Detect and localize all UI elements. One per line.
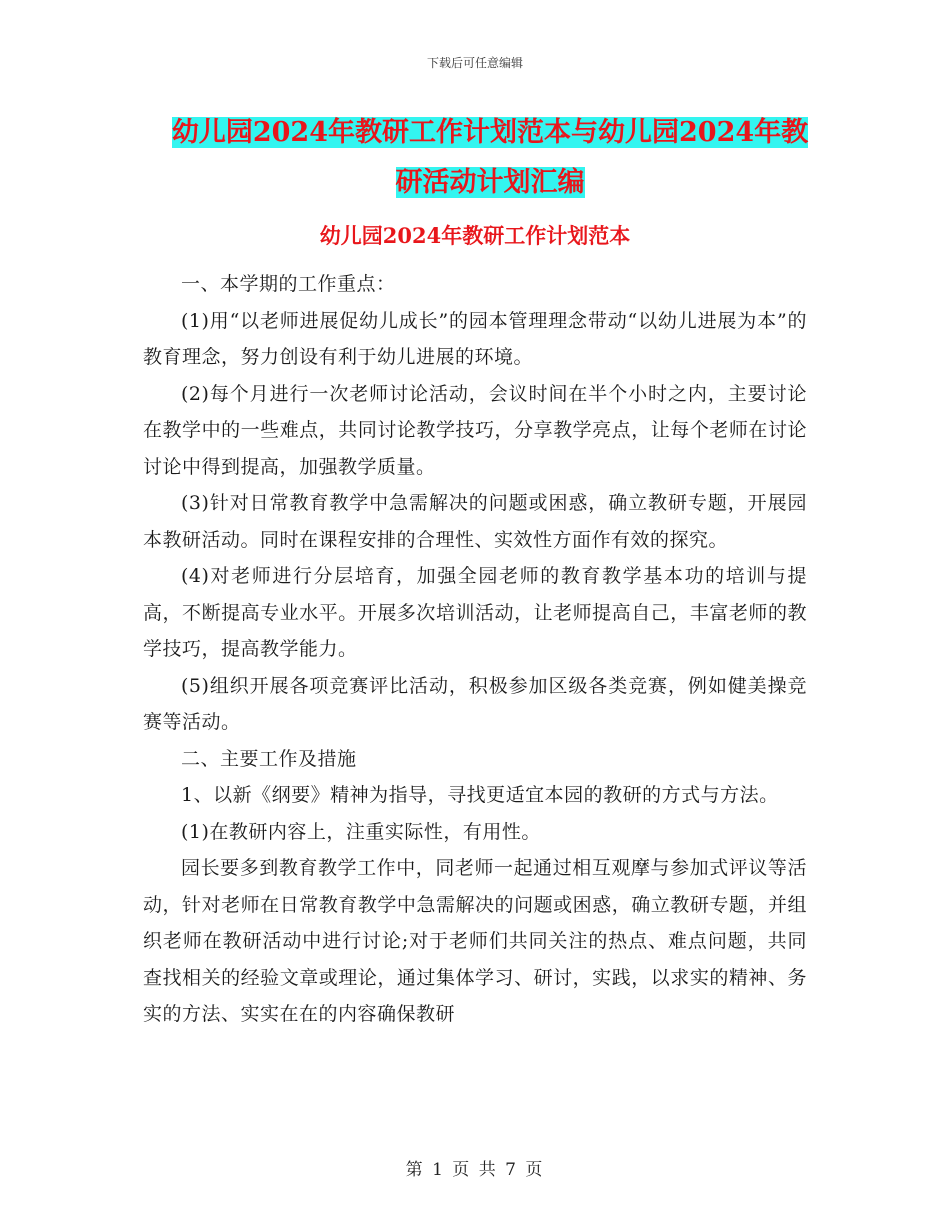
paragraph-measure-1-detail: 园长要多到教育教学工作中，同老师一起通过相互观摩与参加式评议等活动，针对老师在日常教育教学中急需解决的问题或困惑，确立教研专题，并组织老师在教研活动中进行讨论;对于老师们共同关注的热点、难点问题，共同查找相关的经验文章或理论，通过集体学习、研讨，实践，以求实的精神、务实的方法、实实在在的内容确保教研 [143, 857, 807, 1025]
page-footer: 第 1 页 共 7 页 [405, 1160, 545, 1180]
paragraph-item-2: (2)每个月进行一次老师讨论活动，会议时间在半个小时之内，主要讨论在教学中的一些难点，共同讨论教学技巧，分享教学亮点，让每个老师在讨论讨论中得到提高，加强教学质量。 [143, 382, 807, 478]
paragraph-item-5: (5)组织开展各项竞赛评比活动，积极参加区级各类竞赛，例如健美操竞赛等活动。 [143, 674, 807, 733]
header-note: 下载后可任意编辑 [426, 56, 523, 70]
paragraph-item-4: (4)对老师进行分层培育，加强全园老师的教育教学基本功的培训与提高，不断提高专业水平。开展多次培训活动，让老师提高自己，丰富老师的教学技巧，提高教学能力。 [143, 565, 807, 660]
document-title-line-1: 幼儿园2024年教研工作计划范本与幼儿园2024年教 [171, 117, 809, 148]
paragraph-item-1: (1)用“以老师进展促幼儿成长”的园本管理理念带动“以幼儿进展为本”的教育理念，努力创设有利于幼儿进展的环境。 [143, 309, 807, 368]
paragraph-work-focus-heading: 一、本学期的工作重点： [181, 273, 396, 295]
section-title: 幼儿园2024年教研工作计划范本 [319, 223, 631, 248]
document-title [140, 108, 840, 208]
document-title-line-2: 研活动计划汇编 [395, 167, 585, 198]
paragraph-measure-1: 1、以新《纲要》精神为指导，寻找更适宜本园的教研的方式与方法。 [181, 784, 779, 806]
paragraph-item-3: (3)针对日常教育教学中急需解决的问题或困惑，确立教研专题，开展园本教研活动。同时在课程安排的合理性、实效性方面作有效的探究。 [143, 492, 807, 551]
paragraph-measures-heading: 二、主要工作及措施 [181, 747, 357, 770]
paragraph-measure-1-sub-1: (1)在教研内容上，注重实际性，有用性。 [181, 820, 541, 843]
document-body [143, 266, 807, 1033]
